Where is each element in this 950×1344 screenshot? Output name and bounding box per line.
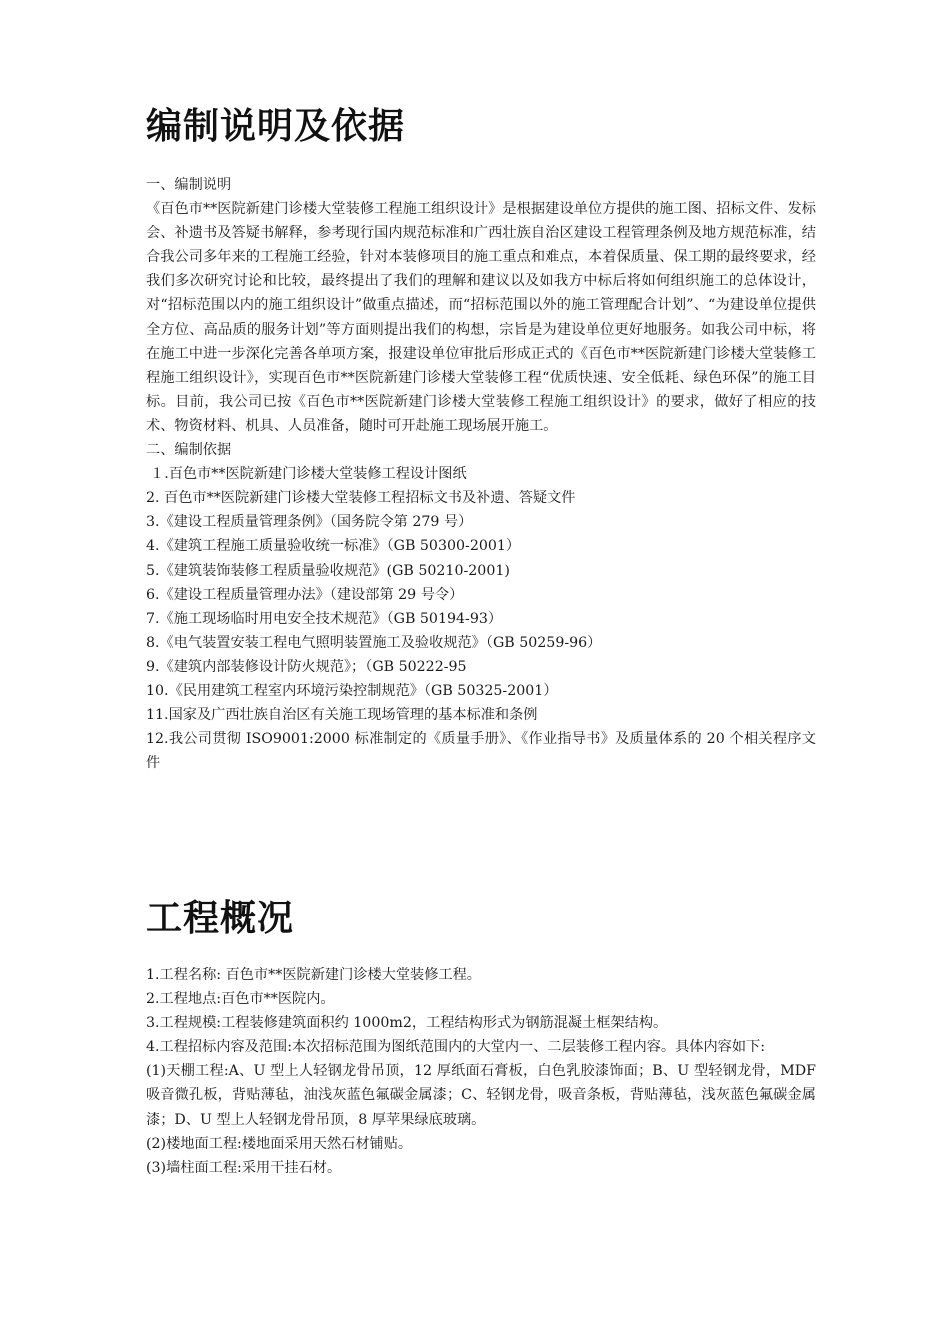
- basis-item: 8.《电气装置安装工程电气照明装置施工及验收规范》（GB 50259-96）: [146, 634, 602, 651]
- basis-item: 6.《建设工程质量管理办法》（建设部第 29 号令）: [146, 586, 464, 603]
- overview-item: 4.工程招标内容及范围:本次招标范围为图纸范围内的大堂内一、二层装修工程内容。具体内容如下:: [146, 1039, 765, 1056]
- project-overview-body: [146, 963, 816, 1180]
- subheading-compilation-notes: 一、编制说明: [146, 177, 232, 193]
- overview-item: (2)楼地面工程:楼地面采用天然石材铺贴。: [146, 1135, 413, 1152]
- basis-item: 5.《建筑装饰装修工程质量验收规范》(GB 50210-2001): [146, 562, 510, 579]
- subheading-compilation-basis: 二、编制依据: [146, 442, 232, 459]
- section-title-project-overview: 工程概况: [146, 897, 295, 939]
- compilation-paragraph: 《百色市**医院新建门诊楼大堂装修工程施工组织设计》是根据建设单位方提供的施工图、招标文件、发标会、补遗书及答疑书解释，参考现行国内规范标准和广西壮族自治区建设工程管理条例及地方规范标准，结合我公司多年来的工程施工经验，针对本装修项目的施工重点和难点，本着保质量、保工期的最终要求，经我们多次研究讨论和比较，最终提出了我们的理解和建议以及如我方中标后将如何组织施工的总体设计，对“招标范围以内的施工组织设计”做重点描述，而“招标范围以外的施工管理配合计划”、“为建设单位提供全方位、高品质的服务计划”等方面则提出我们的构想，宗旨是为建设单位更好地服务。如我公司中标，将在施工中进一步深化完善各单项方案，报建设单位审批后形成正式的《百色市**医院新建门诊楼大堂装修工程施工组织设计》，实现百色市**医院新建门诊楼大堂装修工程“优质快速、安全低耗、绿色环保”的施工目标。目前，我公司已按《百色市**医院新建门诊楼大堂装修工程施工组织设计》的要求，做好了相应的技术、物资材料、机具、人员准备，随时可开赴施工现场展开施工。: [146, 201, 816, 434]
- basis-item: 9.《建筑内部装修设计防火规范》；（GB 50222-95: [146, 658, 467, 675]
- overview-item: 1.工程名称: 百色市**医院新建门诊楼大堂装修工程。: [146, 967, 481, 983]
- basis-item: 4.《建筑工程施工质量验收统一标准》（GB 50300-2001）: [146, 538, 521, 555]
- basis-item: １.百色市**医院新建门诊楼大堂装修工程设计图纸: [150, 466, 467, 483]
- overview-item: (1)天棚工程:A、U 型上人轻钢龙骨吊顶，12 厚纸面石膏板，白色乳胶漆饰面；B、U 型轻钢龙骨，MDF 吸音微孔板，背贴薄毡，油浅灰蓝色氟碳金属漆；C、轻钢龙骨，吸音条板，背贴薄毡，浅灰蓝色氟碳金属漆；D、U 型上人轻钢龙骨吊顶，8 厚苹果绿底玻璃。: [146, 1063, 816, 1128]
- basis-item: 10.《民用建筑工程室内环境污染控制规范》（GB 50325-2001）: [146, 682, 558, 699]
- overview-item: 2.工程地点:百色市**医院内。: [146, 991, 335, 1008]
- section-title-compilation: 编制说明及依据: [146, 105, 406, 147]
- basis-item: 12.我公司贯彻 ISO9001:2000 标准制定的《质量手册》、《作业指导书》及质量体系的 20 个相关程序文件: [146, 731, 816, 772]
- overview-item: 3.工程规模:工程装修建筑面积约 1000m2，工程结构形式为钢筋混凝土框架结构。: [146, 1015, 668, 1032]
- overview-item: (3)墙柱面工程:采用干挂石材。: [146, 1159, 342, 1176]
- compilation-section-body: [146, 173, 816, 775]
- basis-item: 2. 百色市**医院新建门诊楼大堂装修工程招标文书及补遗、答疑文件: [146, 490, 576, 507]
- basis-item: 11.国家及广西壮族自治区有关施工现场管理的基本标准和条例: [146, 707, 538, 724]
- basis-item: 7.《施工现场临时用电安全技术规范》（GB 50194-93）: [146, 610, 503, 627]
- basis-item: 3.《建设工程质量管理条例》（国务院令第 279 号）: [146, 514, 473, 531]
